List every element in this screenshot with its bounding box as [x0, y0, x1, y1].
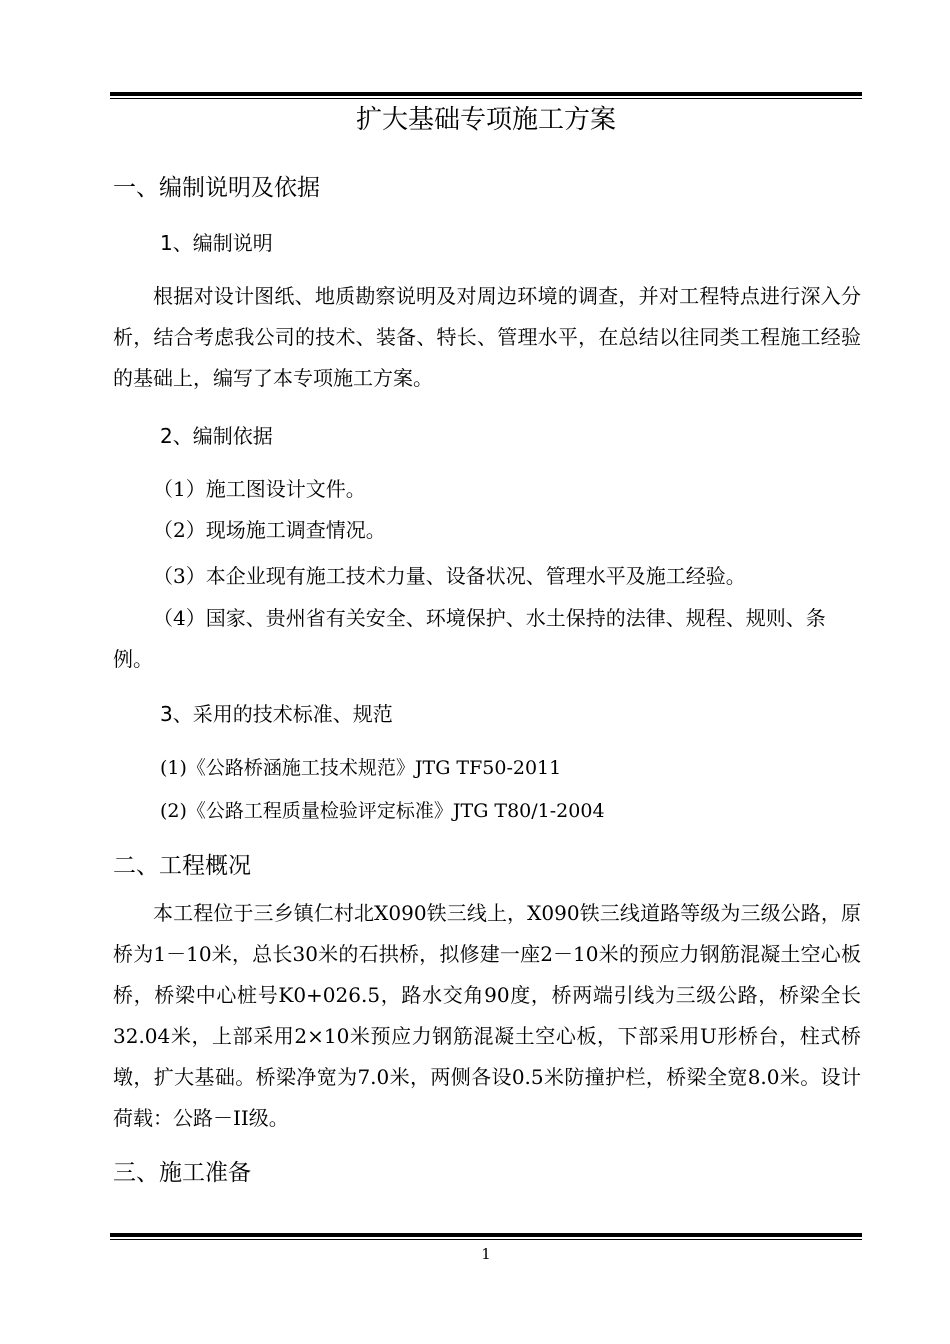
- section-2-heading: 二、工程概况: [113, 853, 251, 879]
- basis-item-2: （2）现场施工调查情况。: [153, 518, 386, 542]
- standard-item-2: (2)《公路工程质量检验评定标准》JTG T80/1-2004: [160, 800, 605, 822]
- header-rule-thin: [110, 98, 862, 99]
- basis-item-1: （1）施工图设计文件。: [153, 477, 366, 501]
- subsection-1-paragraph: 根据对设计图纸、地质勘察说明及对周边环境的调查，并对工程特点进行深入分析，结合考虑我公司的技术、装备、特长、管理水平，在总结以往同类工程施工经验的基础上，编写了本专项施工方案。: [113, 284, 861, 390]
- footer-rule-thin: [110, 1239, 862, 1240]
- basis-item-3: （3）本企业现有施工技术力量、设备状况、管理水平及施工经验。: [153, 564, 746, 588]
- page-number: 1: [481, 1245, 491, 1263]
- document-title: 扩大基础专项施工方案: [355, 105, 616, 135]
- section-3-heading: 三、施工准备: [113, 1160, 251, 1186]
- subsection-1-heading: 1、编制说明: [160, 231, 273, 255]
- project-overview-paragraph: 本工程位于三乡镇仁村北X090铁三线上，X090铁三线道路等级为三级公路，原桥为1－10米，总长30米的石拱桥，拟修建一座2－10米的预应力钢筋混凝土空心板桥，桥梁中心桩号K0+026.5，路水交角90度，桥两端引线为三级公路，桥梁全长32.04米，上部采用2×10米预应力钢筋混凝土空心板，下部采用U形桥台，柱式桥墩，扩大基础。桥梁净宽为7.0米，两侧各设0.5米防撞护栏，桥梁全宽8.0米。设计荷载：公路－II级。: [113, 901, 861, 1130]
- standard-item-1: (1)《公路桥涵施工技术规范》JTG TF50-2011: [160, 757, 562, 779]
- section-1-heading: 一、编制说明及依据: [113, 175, 320, 201]
- basis-item-4: （4）国家、贵州省有关安全、环境保护、水土保持的法律、规程、规则、条例。: [113, 606, 826, 671]
- footer-rule-thick: [110, 1233, 862, 1237]
- header-rule-thick: [110, 92, 862, 96]
- subsection-3-heading: 3、采用的技术标准、规范: [160, 702, 393, 726]
- subsection-2-heading: 2、编制依据: [160, 424, 273, 448]
